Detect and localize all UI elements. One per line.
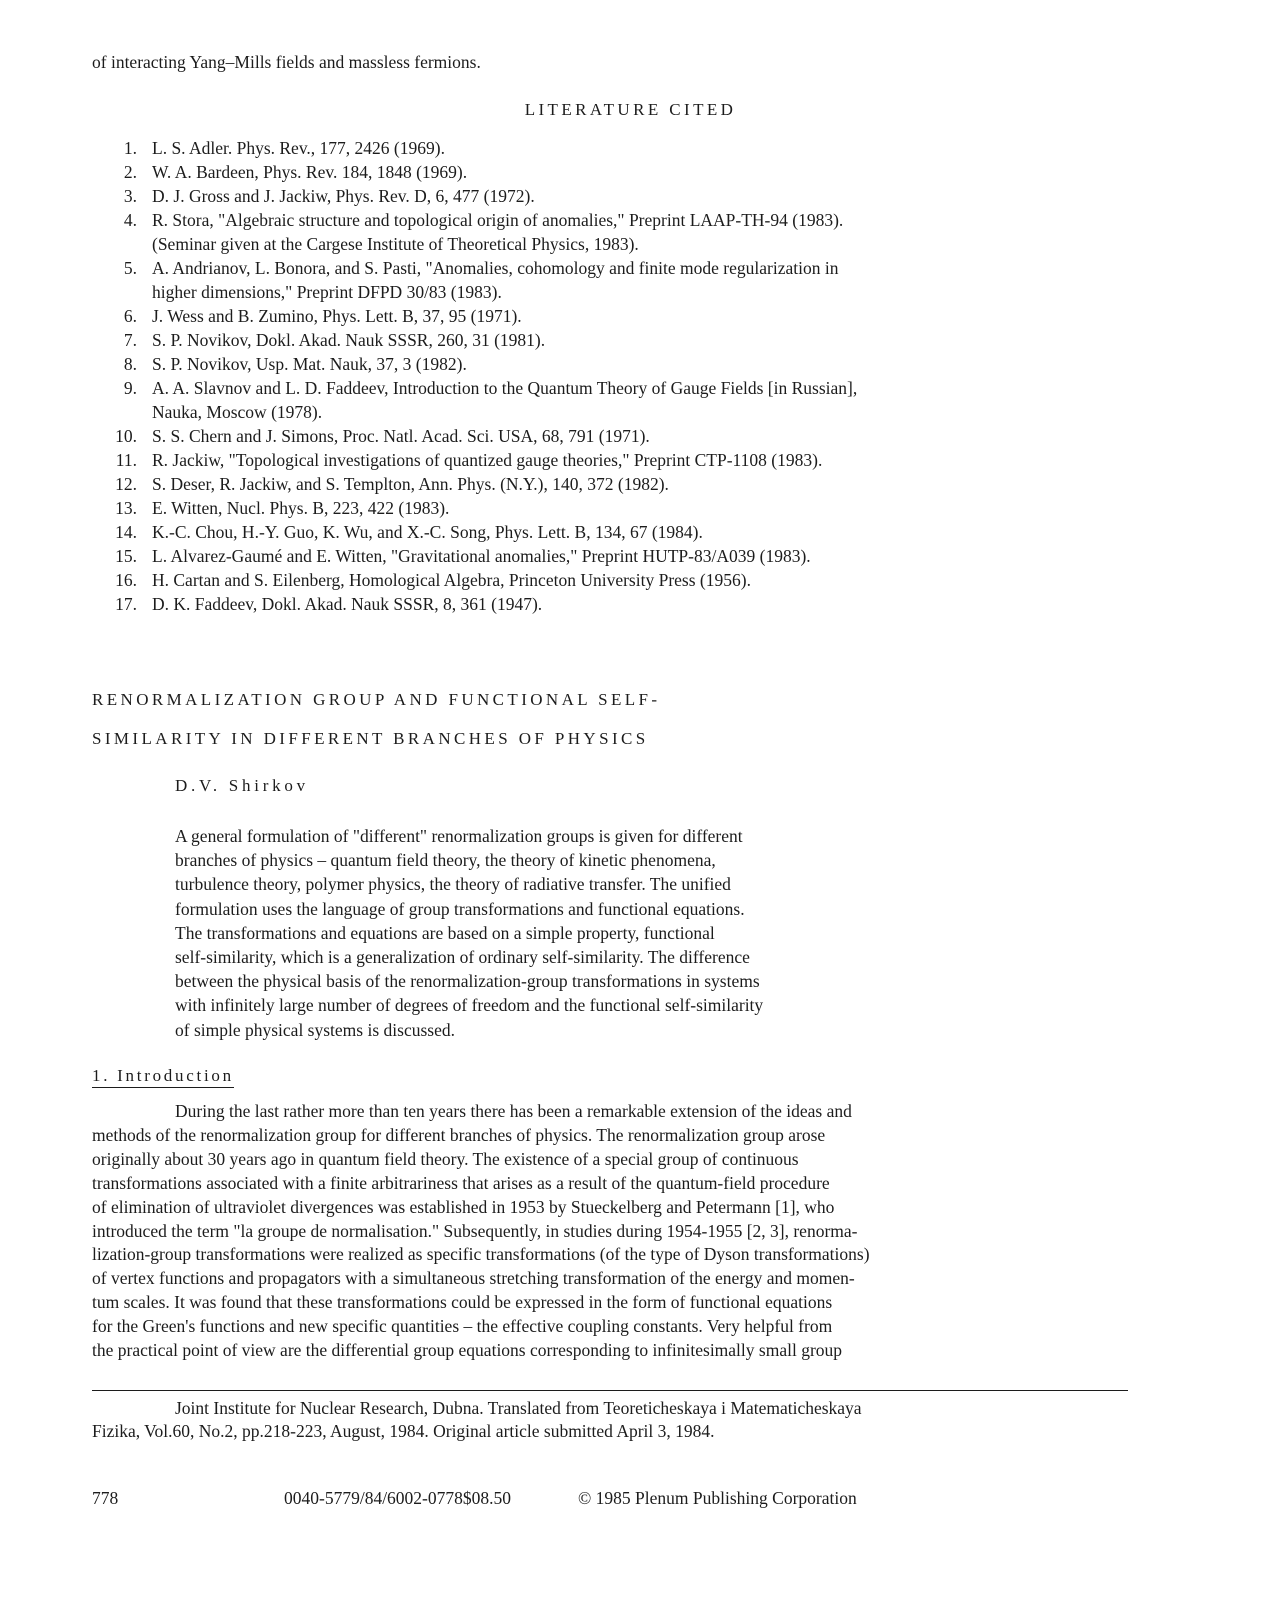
- reference-text: [137, 328, 1152, 352]
- reference-item: [92, 520, 1152, 544]
- reference-number: 14.: [115, 522, 137, 542]
- reference-number: 15.: [115, 546, 137, 566]
- paragraph-line: lization-group transformations were realized as specific transformations (of the type of Dyson transformations): [92, 1244, 870, 1265]
- paragraph-line: the practical point of view are the differential group equations corresponding to infinitesimally small group: [92, 1340, 843, 1361]
- reference-text: [137, 520, 1152, 544]
- reference-line: S. S. Chern and J. Simons, Proc. Natl. Acad. Sci. USA, 68, 791 (1971).: [152, 426, 650, 446]
- paragraph-line: originally about 30 years ago in quantum field theory. The existence of a special group of continuous: [92, 1148, 799, 1169]
- reference-line: L. Alvarez-Gaumé and E. Witten, "Gravitational anomalies," Preprint HUTP-83/A039 (1983).: [152, 546, 811, 566]
- reference-line: W. A. Bardeen, Phys. Rev. 184, 1848 (1969).: [152, 162, 468, 182]
- reference-text: [137, 160, 1152, 184]
- paragraph-line: During the last rather more than ten years there has been a remarkable extension of the ideas and: [175, 1101, 852, 1121]
- reference-line: higher dimensions," Preprint DFPD 30/83 (1983).: [152, 282, 502, 302]
- reference-text: [137, 472, 1152, 496]
- reference-number: 10.: [115, 426, 137, 446]
- paragraph-line: introduced the term "la groupe de normalisation." Subsequently, in studies during 1954-1955 [2, 3], renorma-: [92, 1220, 858, 1241]
- reference-item: [92, 568, 1152, 592]
- paper-title-line-2: SIMILARITY IN DIFFERENT BRANCHES OF PHYSICS: [92, 729, 649, 748]
- abstract-line: formulation uses the language of group transformations and functional equations.: [175, 898, 745, 919]
- reference-text: [137, 544, 1152, 568]
- reference-number: 5.: [123, 258, 137, 278]
- reference-number: 6.: [123, 306, 137, 326]
- reference-number: 17.: [115, 594, 137, 614]
- reference-item: [92, 160, 1152, 184]
- reference-text: [137, 448, 1152, 472]
- reference-item: [92, 544, 1152, 568]
- author: D.V. Shirkov: [175, 776, 309, 795]
- abstract-line: of simple physical systems is discussed.: [175, 1019, 455, 1040]
- reference-item: [92, 256, 1152, 304]
- reference-line: J. Wess and B. Zumino, Phys. Lett. B, 37, 95 (1971).: [152, 306, 522, 326]
- reference-text: [137, 208, 1152, 256]
- reference-line: R. Stora, "Algebraic structure and topological origin of anomalies," Preprint LAAP-TH-94 (1983).: [152, 210, 844, 230]
- paragraph-line: methods of the renormalization group for different branches of physics. The renormalization group arose: [92, 1124, 826, 1145]
- reference-number: 12.: [115, 474, 137, 494]
- reference-line: E. Witten, Nucl. Phys. B, 223, 422 (1983).: [152, 498, 450, 518]
- abstract: [175, 824, 763, 1042]
- reference-number: 1.: [123, 138, 137, 158]
- reference-text: [137, 304, 1152, 328]
- reference-line: (Seminar given at the Cargese Institute of Theoretical Physics, 1983).: [152, 234, 639, 254]
- reference-item: [92, 496, 1152, 520]
- reference-text: [137, 184, 1152, 208]
- reference-item: [92, 136, 1152, 160]
- reference-line: D. K. Faddeev, Dokl. Akad. Nauk SSSR, 8, 361 (1947).: [152, 594, 543, 614]
- reference-line: S. P. Novikov, Dokl. Akad. Nauk SSSR, 260, 31 (1981).: [152, 330, 546, 350]
- reference-number: 11.: [115, 450, 137, 470]
- abstract-line: between the physical basis of the renormalization-group transformations in systems: [175, 971, 760, 992]
- footnote: [92, 1397, 862, 1443]
- section-heading-introduction: 1. Introduction: [92, 1066, 234, 1088]
- reference-line: K.-C. Chou, H.-Y. Guo, K. Wu, and X.-C. Song, Phys. Lett. B, 134, 67 (1984).: [152, 522, 703, 542]
- reference-line: R. Jackiw, "Topological investigations of quantized gauge theories," Preprint CTP-1108 (1983).: [152, 450, 823, 470]
- page-number: 778: [92, 1488, 119, 1508]
- reference-number: 4.: [123, 210, 137, 230]
- paragraph-line: transformations associated with a finite arbitrariness that arises as a result of the quantum-field procedure: [92, 1172, 830, 1193]
- reference-item: [92, 304, 1152, 328]
- footnote-line: Joint Institute for Nuclear Research, Dubna. Translated from Teoreticheskaya i Matematicheskaya: [175, 1398, 862, 1418]
- reference-text: [137, 568, 1152, 592]
- reference-line: A. Andrianov, L. Bonora, and S. Pasti, "Anomalies, cohomology and finite mode regularization in: [152, 258, 839, 278]
- abstract-line: self-similarity, which is a generalization of ordinary self-similarity. The difference: [175, 947, 750, 968]
- reference-line: A. A. Slavnov and L. D. Faddeev, Introduction to the Quantum Theory of Gauge Fields [in Russian],: [152, 378, 858, 398]
- reference-item: [92, 352, 1152, 376]
- paragraph-line: of elimination of ultraviolet divergences was established in 1953 by Stueckelberg and Petermann [1], who: [92, 1196, 835, 1217]
- reference-item: [92, 376, 1152, 424]
- reference-line: H. Cartan and S. Eilenberg, Homological Algebra, Princeton University Press (1956).: [152, 570, 751, 590]
- reference-number: 7.: [123, 330, 137, 350]
- reference-line: Nauka, Moscow (1978).: [152, 402, 323, 422]
- reference-item: [92, 448, 1152, 472]
- reference-item: [92, 208, 1152, 256]
- paragraph-line: of vertex functions and propagators with a simultaneous stretching transformation of the energy and momen-: [92, 1268, 855, 1289]
- reference-text: [137, 496, 1152, 520]
- paragraph-line: tum scales. It was found that these transformations could be expressed in the form of functional equations: [92, 1292, 833, 1313]
- reference-number: 2.: [123, 162, 137, 182]
- abstract-line: branches of physics – quantum field theory, the theory of kinetic phenomena,: [175, 850, 716, 871]
- reference-text: [137, 136, 1152, 160]
- literature-cited-heading: LITERATURE CITED: [524, 100, 737, 119]
- reference-list: [92, 136, 1152, 616]
- reference-line: L. S. Adler. Phys. Rev., 177, 2426 (1969).: [152, 138, 445, 158]
- reference-item: [92, 592, 1152, 616]
- article-code: 0040-5779/84/6002-0778$08.50: [284, 1488, 512, 1508]
- reference-line: S. Deser, R. Jackiw, and S. Templton, Ann. Phys. (N.Y.), 140, 372 (1982).: [152, 474, 669, 494]
- introduction-text: [92, 1100, 870, 1363]
- reference-line: D. J. Gross and J. Jackiw, Phys. Rev. D, 6, 477 (1972).: [152, 186, 535, 206]
- reference-line: S. P. Novikov, Usp. Mat. Nauk, 37, 3 (1982).: [152, 354, 467, 374]
- reference-number: 8.: [123, 354, 137, 374]
- reference-text: [137, 592, 1152, 616]
- abstract-line: turbulence theory, polymer physics, the theory of radiative transfer. The unified: [175, 874, 731, 895]
- reference-item: [92, 424, 1152, 448]
- reference-number: 9.: [123, 378, 137, 398]
- reference-text: [137, 256, 1152, 304]
- abstract-line: The transformations and equations are based on a simple property, functional: [175, 922, 715, 943]
- reference-number: 3.: [123, 186, 137, 206]
- abstract-line: A general formulation of "different" renormalization groups is given for different: [175, 826, 743, 846]
- footnote-line: Fizika, Vol.60, No.2, pp.218-223, August, 1984. Original article submitted April 3, 1984.: [92, 1421, 715, 1441]
- reference-item: [92, 328, 1152, 352]
- paper-title-line-1: RENORMALIZATION GROUP AND FUNCTIONAL SELF-: [92, 690, 661, 709]
- reference-item: [92, 184, 1152, 208]
- reference-text: [137, 424, 1152, 448]
- footnote-rule: [92, 1390, 1128, 1391]
- reference-item: [92, 472, 1152, 496]
- reference-number: 13.: [115, 498, 137, 518]
- reference-text: [137, 376, 1152, 424]
- continuation-text: of interacting Yang–Mills fields and massless fermions.: [92, 52, 481, 72]
- copyright-notice: © 1985 Plenum Publishing Corporation: [578, 1488, 857, 1508]
- reference-text: [137, 352, 1152, 376]
- reference-number: 16.: [115, 570, 137, 590]
- abstract-line: with infinitely large number of degrees of freedom and the functional self-similarity: [175, 995, 764, 1016]
- paragraph-line: for the Green's functions and new specific quantities – the effective coupling constants. Very helpful from: [92, 1316, 833, 1337]
